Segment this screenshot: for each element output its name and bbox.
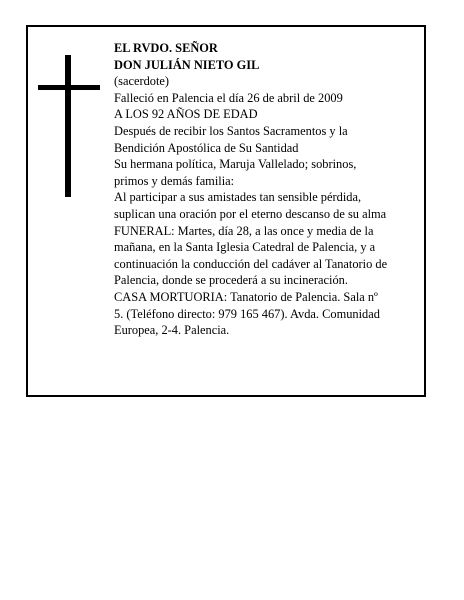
funeral-line-3: continuación la conducción del cadáver al Tanatorio de	[114, 256, 388, 271]
family-line-2: primos y demás familia:	[114, 173, 235, 188]
mortuary-line-2: 5. (Teléfono directo: 979 165 467). Avda. Comunidad	[114, 306, 380, 321]
request-line-2: suplican una oración por el eterno descanso de su alma	[114, 206, 387, 221]
cross-vertical-bar	[65, 55, 71, 197]
funeral-line-1: FUNERAL: Martes, día 28, a las once y media de la	[114, 223, 374, 238]
deceased-role: (sacerdote)	[114, 74, 170, 89]
sacraments-line-2: Bendición Apostólica de Su Santidad	[114, 140, 299, 155]
funeral-line-2: mañana, en la Santa Iglesia Catedral de Palencia, y a	[114, 240, 376, 255]
deceased-title: EL RVDO. SEÑOR	[114, 41, 218, 55]
sacraments-line-1: Después de recibir los Santos Sacramentos y la	[114, 123, 348, 138]
family-line-1: Su hermana política, Maruja Vallelado; sobrinos,	[114, 157, 357, 172]
notice-text	[114, 40, 420, 339]
mortuary-line-1: CASA MORTUORIA: Tanatorio de Palencia. Sala nº	[114, 289, 378, 304]
request-line-1: Al participar a sus amistades tan sensible pérdida,	[114, 190, 362, 205]
mortuary-line-3: Europea, 2-4. Palencia.	[114, 323, 230, 338]
death-date: Falleció en Palencia el día 26 de abril de 2009	[114, 90, 343, 105]
funeral-line-4: Palencia, donde se procederá a su incineración.	[114, 273, 348, 288]
latin-cross-icon	[38, 55, 100, 197]
age-at-death: A LOS 92 AÑOS DE EDAD	[114, 107, 258, 122]
obituary-notice	[26, 25, 426, 397]
deceased-name: DON JULIÁN NIETO GIL	[114, 57, 260, 72]
cross-horizontal-bar	[38, 85, 100, 90]
